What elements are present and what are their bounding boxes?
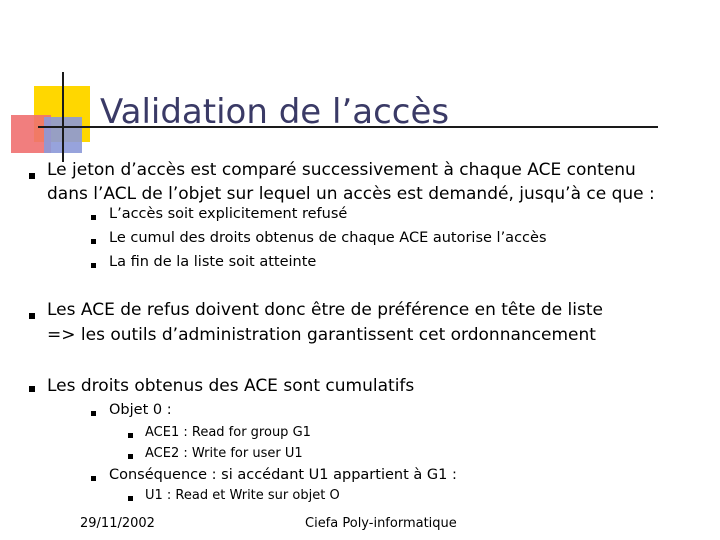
bullet-square-icon — [91, 411, 96, 416]
bullet-1-line-1: Le jeton d’accès est comparé successivement à chaque ACE contenu — [47, 160, 636, 180]
sub-bullet-1-2: Le cumul des droits obtenus de chaque ACE autorise l’accès — [109, 230, 547, 246]
sub-bullet-3-2: Conséquence : si accédant U1 appartient à G1 : — [109, 467, 457, 483]
sub-sub-bullet-3-1-1: ACE1 : Read for group G1 — [145, 425, 311, 440]
sub-bullet-1-1: L’accès soit explicitement refusé — [109, 206, 348, 222]
decoration-vertical-line — [62, 72, 64, 162]
footer-date: 29/11/2002 — [80, 516, 155, 531]
bullet-square-icon — [29, 173, 35, 179]
bullet-square-icon — [128, 454, 133, 459]
bullet-3-line-1: Les droits obtenus des ACE sont cumulatifs — [47, 376, 415, 396]
bullet-square-icon — [91, 215, 96, 220]
bullet-square-icon — [128, 433, 133, 438]
sub-bullet-3-1: Objet 0 : — [109, 402, 172, 418]
bullet-square-icon — [91, 476, 96, 481]
footer-organization: Ciefa Poly-informatique — [305, 516, 457, 531]
bullet-2-line-2: => les outils d’administration garantissent cet ordonnancement — [47, 325, 596, 345]
bullet-1-line-2: dans l’ACL de l’objet sur lequel un accès est demandé, jusqu’à ce que : — [47, 184, 655, 204]
bullet-square-icon — [128, 496, 133, 501]
bullet-square-icon — [29, 386, 35, 392]
sub-bullet-1-3: La fin de la liste soit atteinte — [109, 254, 317, 270]
sub-sub-bullet-3-2-1: U1 : Read et Write sur objet O — [145, 488, 340, 503]
bullet-square-icon — [91, 239, 96, 244]
sub-sub-bullet-3-1-2: ACE2 : Write for user U1 — [145, 446, 303, 461]
title-decoration — [0, 0, 100, 165]
slide-title: Validation de l’accès — [100, 92, 450, 132]
bullet-2-line-1: Les ACE de refus doivent donc être de préférence en tête de liste — [47, 300, 603, 320]
bullet-square-icon — [91, 263, 96, 268]
bullet-square-icon — [29, 313, 35, 319]
